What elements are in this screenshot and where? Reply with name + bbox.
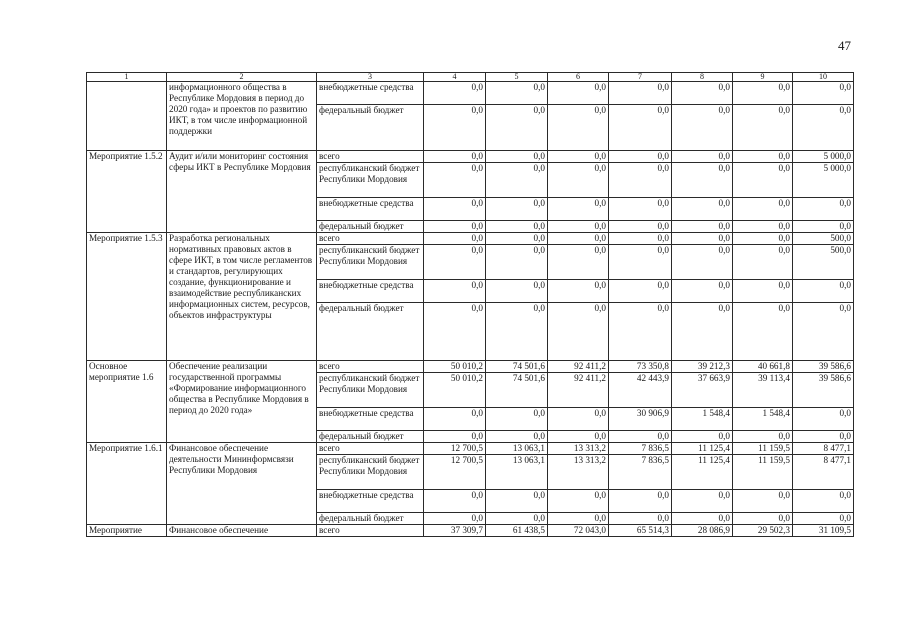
amount-cell: 0,0 <box>733 280 793 303</box>
amount-cell: 0,0 <box>424 513 486 525</box>
col-number-7: 7 <box>609 73 672 82</box>
amount-cell: 0,0 <box>486 245 548 280</box>
amount-cell: 8 477,1 <box>793 443 854 455</box>
amount-cell: 0,0 <box>486 163 548 198</box>
amount-cell: 0,0 <box>609 245 672 280</box>
funding-source: внебюджетные средства <box>317 490 424 513</box>
amount-cell: 0,0 <box>424 198 486 221</box>
amount-cell: 0,0 <box>609 198 672 221</box>
funding-source: всего <box>317 443 424 455</box>
col-number-4: 4 <box>424 73 486 82</box>
amount-cell: 28 086,9 <box>672 525 733 537</box>
amount-cell: 0,0 <box>548 431 609 443</box>
amount-cell: 0,0 <box>733 303 793 361</box>
amount-cell: 11 125,4 <box>672 455 733 490</box>
amount-cell: 31 109,5 <box>793 525 854 537</box>
amount-cell: 65 514,3 <box>609 525 672 537</box>
amount-cell: 0,0 <box>733 221 793 233</box>
amount-cell: 11 159,5 <box>733 455 793 490</box>
page-number: 47 <box>838 38 851 53</box>
amount-cell: 0,0 <box>424 490 486 513</box>
amount-cell: 0,0 <box>548 82 609 105</box>
amount-cell: 0,0 <box>793 105 854 151</box>
activity-code: Мероприятие 1.5.2 <box>87 151 167 233</box>
col-number-3: 3 <box>317 73 424 82</box>
amount-cell: 0,0 <box>486 82 548 105</box>
amount-cell: 0,0 <box>609 82 672 105</box>
col-number-6: 6 <box>548 73 609 82</box>
amount-cell: 0,0 <box>672 163 733 198</box>
amount-cell: 0,0 <box>486 198 548 221</box>
funding-source: внебюджетные средства <box>317 82 424 105</box>
activity-code: Мероприятие 1.5.3 <box>87 233 167 361</box>
table-row <box>87 151 854 163</box>
amount-cell: 50 010,2 <box>424 373 486 408</box>
activity-code <box>87 82 167 151</box>
amount-cell: 0,0 <box>609 221 672 233</box>
amount-cell: 0,0 <box>733 105 793 151</box>
col-number-8: 8 <box>672 73 733 82</box>
budget-table <box>86 72 854 537</box>
amount-cell: 0,0 <box>424 408 486 431</box>
amount-cell: 0,0 <box>793 513 854 525</box>
amount-cell: 0,0 <box>672 105 733 151</box>
activity-code: Основное мероприятие 1.6 <box>87 361 167 443</box>
funding-source: федеральный бюджет <box>317 105 424 151</box>
amount-cell: 0,0 <box>793 221 854 233</box>
amount-cell: 0,0 <box>793 82 854 105</box>
amount-cell: 0,0 <box>672 431 733 443</box>
amount-cell: 0,0 <box>609 513 672 525</box>
col-number-5: 5 <box>486 73 548 82</box>
col-number-2: 2 <box>167 73 317 82</box>
amount-cell: 0,0 <box>733 82 793 105</box>
activity-name: Разработка региональных нормативных правовых актов в сфере ИКТ, в том числе регламентов и стандартов, регулирующих создание, функционирование и взаимодействие республиканских информационных систем, ресурсов, объектов инфраструктуры <box>167 233 317 361</box>
amount-cell: 0,0 <box>548 303 609 361</box>
funding-source: всего <box>317 151 424 163</box>
column-number-row <box>87 73 854 82</box>
amount-cell: 73 350,8 <box>609 361 672 373</box>
amount-cell: 0,0 <box>672 303 733 361</box>
amount-cell: 0,0 <box>609 280 672 303</box>
amount-cell: 5 000,0 <box>793 163 854 198</box>
table-body <box>87 82 854 537</box>
col-number-9: 9 <box>733 73 793 82</box>
amount-cell: 0,0 <box>548 245 609 280</box>
amount-cell: 0,0 <box>672 280 733 303</box>
funding-source: всего <box>317 233 424 245</box>
amount-cell: 0,0 <box>733 431 793 443</box>
amount-cell: 8 477,1 <box>793 455 854 490</box>
funding-source: федеральный бюджет <box>317 513 424 525</box>
table-row <box>87 443 854 455</box>
amount-cell: 13 313,2 <box>548 455 609 490</box>
amount-cell: 0,0 <box>672 513 733 525</box>
amount-cell: 0,0 <box>733 198 793 221</box>
activity-code: Мероприятие 1.6.1 <box>87 443 167 525</box>
amount-cell: 0,0 <box>793 408 854 431</box>
amount-cell: 0,0 <box>486 221 548 233</box>
amount-cell: 0,0 <box>609 490 672 513</box>
amount-cell: 500,0 <box>793 233 854 245</box>
funding-source: внебюджетные средства <box>317 198 424 221</box>
amount-cell: 74 501,6 <box>486 361 548 373</box>
amount-cell: 0,0 <box>793 490 854 513</box>
amount-cell: 0,0 <box>672 245 733 280</box>
amount-cell: 0,0 <box>486 303 548 361</box>
amount-cell: 0,0 <box>793 431 854 443</box>
amount-cell: 0,0 <box>424 151 486 163</box>
amount-cell: 39 586,6 <box>793 373 854 408</box>
amount-cell: 0,0 <box>548 490 609 513</box>
amount-cell: 5 000,0 <box>793 151 854 163</box>
amount-cell: 0,0 <box>672 221 733 233</box>
activity-name: Финансовое обеспечение <box>167 525 317 537</box>
amount-cell: 40 661,8 <box>733 361 793 373</box>
amount-cell: 37 663,9 <box>672 373 733 408</box>
funding-source: федеральный бюджет <box>317 431 424 443</box>
amount-cell: 92 411,2 <box>548 361 609 373</box>
amount-cell: 0,0 <box>793 198 854 221</box>
funding-source: внебюджетные средства <box>317 408 424 431</box>
amount-cell: 0,0 <box>424 163 486 198</box>
amount-cell: 42 443,9 <box>609 373 672 408</box>
funding-source: республиканский бюджет Республики Мордовия <box>317 163 424 198</box>
amount-cell: 0,0 <box>424 245 486 280</box>
amount-cell: 0,0 <box>424 303 486 361</box>
amount-cell: 0,0 <box>486 490 548 513</box>
amount-cell: 1 548,4 <box>733 408 793 431</box>
amount-cell: 11 125,4 <box>672 443 733 455</box>
amount-cell: 39 586,6 <box>793 361 854 373</box>
amount-cell: 0,0 <box>486 431 548 443</box>
amount-cell: 0,0 <box>548 513 609 525</box>
amount-cell: 50 010,2 <box>424 361 486 373</box>
funding-source: всего <box>317 525 424 537</box>
amount-cell: 61 438,5 <box>486 525 548 537</box>
amount-cell: 0,0 <box>486 280 548 303</box>
amount-cell: 0,0 <box>424 280 486 303</box>
activity-name: Аудит и/или мониторинг состояния сферы ИКТ в Республике Мордовия <box>167 151 317 233</box>
amount-cell: 0,0 <box>793 303 854 361</box>
amount-cell: 0,0 <box>486 233 548 245</box>
amount-cell: 30 906,9 <box>609 408 672 431</box>
funding-source: федеральный бюджет <box>317 303 424 361</box>
amount-cell: 0,0 <box>548 198 609 221</box>
amount-cell: 0,0 <box>733 151 793 163</box>
amount-cell: 0,0 <box>733 490 793 513</box>
amount-cell: 74 501,6 <box>486 373 548 408</box>
amount-cell: 0,0 <box>609 105 672 151</box>
amount-cell: 0,0 <box>733 233 793 245</box>
activity-code: Мероприятие <box>87 525 167 537</box>
table-row <box>87 525 854 537</box>
amount-cell: 39 113,4 <box>733 373 793 408</box>
activity-name: информационного общества в Республике Мордовия в период до 2020 года» и проектов по развитию ИКТ, в том числе информационной поддержки <box>167 82 317 151</box>
amount-cell: 29 502,3 <box>733 525 793 537</box>
amount-cell: 1 548,4 <box>672 408 733 431</box>
amount-cell: 0,0 <box>424 233 486 245</box>
amount-cell: 0,0 <box>733 245 793 280</box>
amount-cell: 0,0 <box>548 163 609 198</box>
funding-source: республиканский бюджет Республики Мордовия <box>317 245 424 280</box>
amount-cell: 0,0 <box>548 221 609 233</box>
amount-cell: 72 043,0 <box>548 525 609 537</box>
amount-cell: 12 700,5 <box>424 455 486 490</box>
amount-cell: 0,0 <box>733 163 793 198</box>
table-row <box>87 361 854 373</box>
amount-cell: 0,0 <box>424 221 486 233</box>
amount-cell: 0,0 <box>672 151 733 163</box>
amount-cell: 7 836,5 <box>609 443 672 455</box>
amount-cell: 0,0 <box>486 408 548 431</box>
amount-cell: 13 063,1 <box>486 455 548 490</box>
amount-cell: 12 700,5 <box>424 443 486 455</box>
table-row <box>87 233 854 245</box>
amount-cell: 37 309,7 <box>424 525 486 537</box>
amount-cell: 11 159,5 <box>733 443 793 455</box>
amount-cell: 0,0 <box>548 408 609 431</box>
amount-cell: 0,0 <box>548 151 609 163</box>
col-number-1: 1 <box>87 73 167 82</box>
amount-cell: 0,0 <box>609 233 672 245</box>
amount-cell: 0,0 <box>486 513 548 525</box>
amount-cell: 0,0 <box>609 303 672 361</box>
amount-cell: 39 212,3 <box>672 361 733 373</box>
funding-source: внебюджетные средства <box>317 280 424 303</box>
table-row <box>87 82 854 105</box>
amount-cell: 0,0 <box>672 490 733 513</box>
amount-cell: 0,0 <box>548 105 609 151</box>
amount-cell: 92 411,2 <box>548 373 609 408</box>
amount-cell: 13 313,2 <box>548 443 609 455</box>
amount-cell: 0,0 <box>609 431 672 443</box>
amount-cell: 0,0 <box>424 82 486 105</box>
activity-name: Обеспечение реализации государственной программы «Формирование информационного общества в Республике Мордовия в период до 2020 года» <box>167 361 317 443</box>
amount-cell: 0,0 <box>548 233 609 245</box>
amount-cell: 0,0 <box>486 151 548 163</box>
amount-cell: 7 836,5 <box>609 455 672 490</box>
amount-cell: 0,0 <box>548 280 609 303</box>
amount-cell: 0,0 <box>609 163 672 198</box>
col-number-10: 10 <box>793 73 854 82</box>
amount-cell: 0,0 <box>424 105 486 151</box>
funding-source: республиканский бюджет Республики Мордовия <box>317 373 424 408</box>
amount-cell: 0,0 <box>672 82 733 105</box>
funding-source: республиканский бюджет Республики Мордовия <box>317 455 424 490</box>
amount-cell: 0,0 <box>793 280 854 303</box>
amount-cell: 0,0 <box>672 233 733 245</box>
amount-cell: 0,0 <box>486 105 548 151</box>
funding-source: федеральный бюджет <box>317 221 424 233</box>
amount-cell: 0,0 <box>672 198 733 221</box>
funding-source: всего <box>317 361 424 373</box>
amount-cell: 500,0 <box>793 245 854 280</box>
amount-cell: 13 063,1 <box>486 443 548 455</box>
activity-name: Финансовое обеспечение деятельности Мининформсвязи Республики Мордовия <box>167 443 317 525</box>
amount-cell: 0,0 <box>733 513 793 525</box>
amount-cell: 0,0 <box>424 431 486 443</box>
amount-cell: 0,0 <box>609 151 672 163</box>
